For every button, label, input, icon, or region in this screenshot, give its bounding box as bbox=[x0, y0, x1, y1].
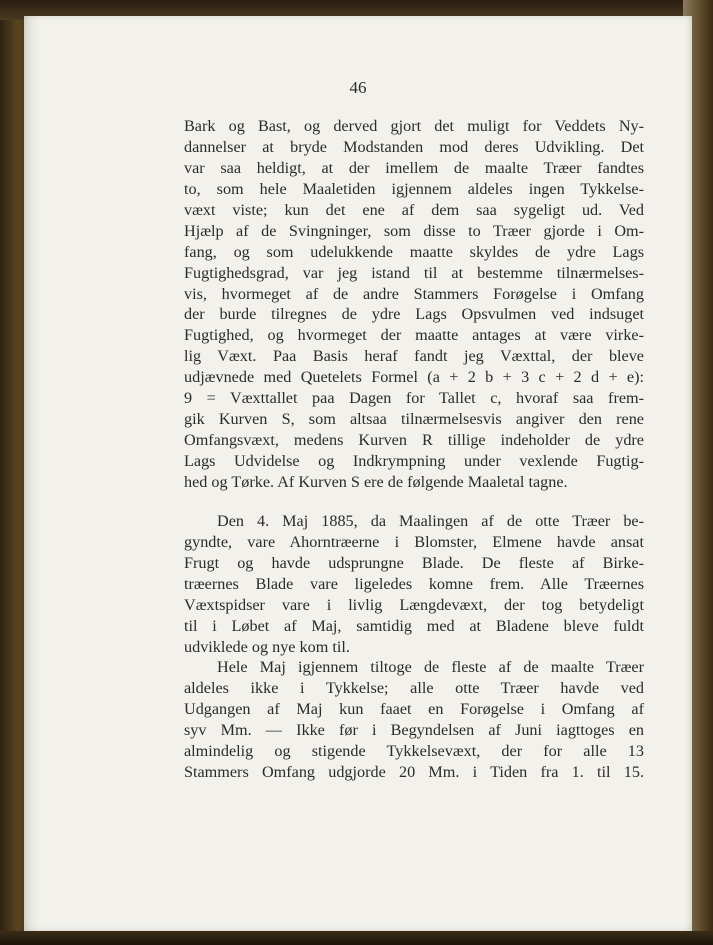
text-line: hed og Tørke. Af Kurven S ere de følgende Maaletal tagne. bbox=[184, 472, 568, 491]
book-page bbox=[24, 16, 692, 931]
text-line: dannelser at bryde Modstanden mod deres Udvikling. Det bbox=[184, 137, 644, 156]
body-text bbox=[184, 116, 644, 783]
book-bottom-edge bbox=[0, 931, 713, 945]
text-line: Udgangen af Maj kun faaet en Forøgelse i Omfang af bbox=[184, 700, 644, 719]
text-line: Frugt og havde udsprungne Blade. De fleste af Birke- bbox=[184, 553, 644, 572]
text-line: træernes Blade vare ligeledes komne frem. Alle Træernes bbox=[184, 574, 644, 593]
text-line: 9 = Væxttallet paa Dagen for Tallet c, hvoraf saa frem- bbox=[184, 389, 644, 408]
text-line: udviklede og nye kom til. bbox=[184, 637, 350, 656]
text-line: Omfangsvæxt, medens Kurven R tillige indeholder de ydre bbox=[184, 431, 644, 450]
text-line: Hjælp af de Svingninger, som disse to Træer gjorde i Om- bbox=[184, 221, 644, 240]
text-line: til i Løbet af Maj, samtidig med at Bladene bleve fuldt bbox=[184, 616, 644, 635]
text-line: Fugtighedsgrad, var jeg istand til at bestemme tilnærmelses- bbox=[184, 263, 644, 282]
text-line: Stammers Omfang udgjorde 20 Mm. i Tiden fra 1. til 15. bbox=[184, 763, 644, 782]
text-line: var saa heldigt, at der imellem de maalte Træer fandtes bbox=[184, 158, 644, 177]
text-line: Væxtspidser vare i livlig Længdevæxt, der tog betydeligt bbox=[184, 595, 644, 614]
text-line: Lags Udvidelse og Indkrympning under vexlende Fugtig- bbox=[184, 452, 644, 470]
text-line: Bark og Bast, og derved gjort det muligt for Veddets Ny- bbox=[184, 117, 644, 135]
paragraph bbox=[184, 657, 644, 783]
text-line: syv Mm. — Ikke før i Begyndelsen af Juni iagttoges en bbox=[184, 721, 644, 740]
text-line: Den 4. Maj 1885, da Maalingen af de otte Træer be- bbox=[217, 511, 644, 530]
text-line: Hele Maj igjennem tiltoge de fleste af de maalte Træer bbox=[217, 658, 644, 677]
paragraph bbox=[184, 511, 644, 658]
text-line: gik Kurven S, som altsaa tilnærmelsesvis angiver den rene bbox=[184, 410, 644, 429]
text-line: væxt viste; kun det ene af dem saa sygeligt ud. Ved bbox=[184, 200, 644, 219]
text-line: fang, og som udelukkende maatte skyldes de ydre Lags bbox=[184, 242, 644, 261]
text-line: Fugtighed, og hvormeget der maatte antages at være virke- bbox=[184, 326, 644, 345]
text-line: udjævnede med Quetelets Formel (a + 2 b + 3 c + 2 d + e): bbox=[184, 368, 644, 387]
text-line: to, som hele Maaletiden igjennem aldeles ingen Tykkelse- bbox=[184, 179, 644, 198]
text-line: vis, hvormeget af de andre Stammers Forøgelse i Omfang bbox=[184, 284, 644, 303]
text-line: gyndte, vare Ahorntræerne i Blomster, Elmene havde ansat bbox=[184, 532, 644, 551]
page-number: 46 bbox=[349, 78, 367, 97]
text-line: der burde tilregnes de ydre Lags Opsvulmen ved indsuget bbox=[184, 305, 644, 324]
paragraph-gap bbox=[184, 493, 644, 511]
paragraph bbox=[184, 116, 644, 493]
text-line: lig Væxt. Paa Basis heraf fandt jeg Væxttal, der bleve bbox=[184, 347, 644, 366]
text-line: aldeles ikke i Tykkelse; alle otte Træer havde ved bbox=[184, 679, 644, 698]
text-line: almindelig og stigende Tykkelsevæxt, der for alle 13 bbox=[184, 742, 644, 761]
